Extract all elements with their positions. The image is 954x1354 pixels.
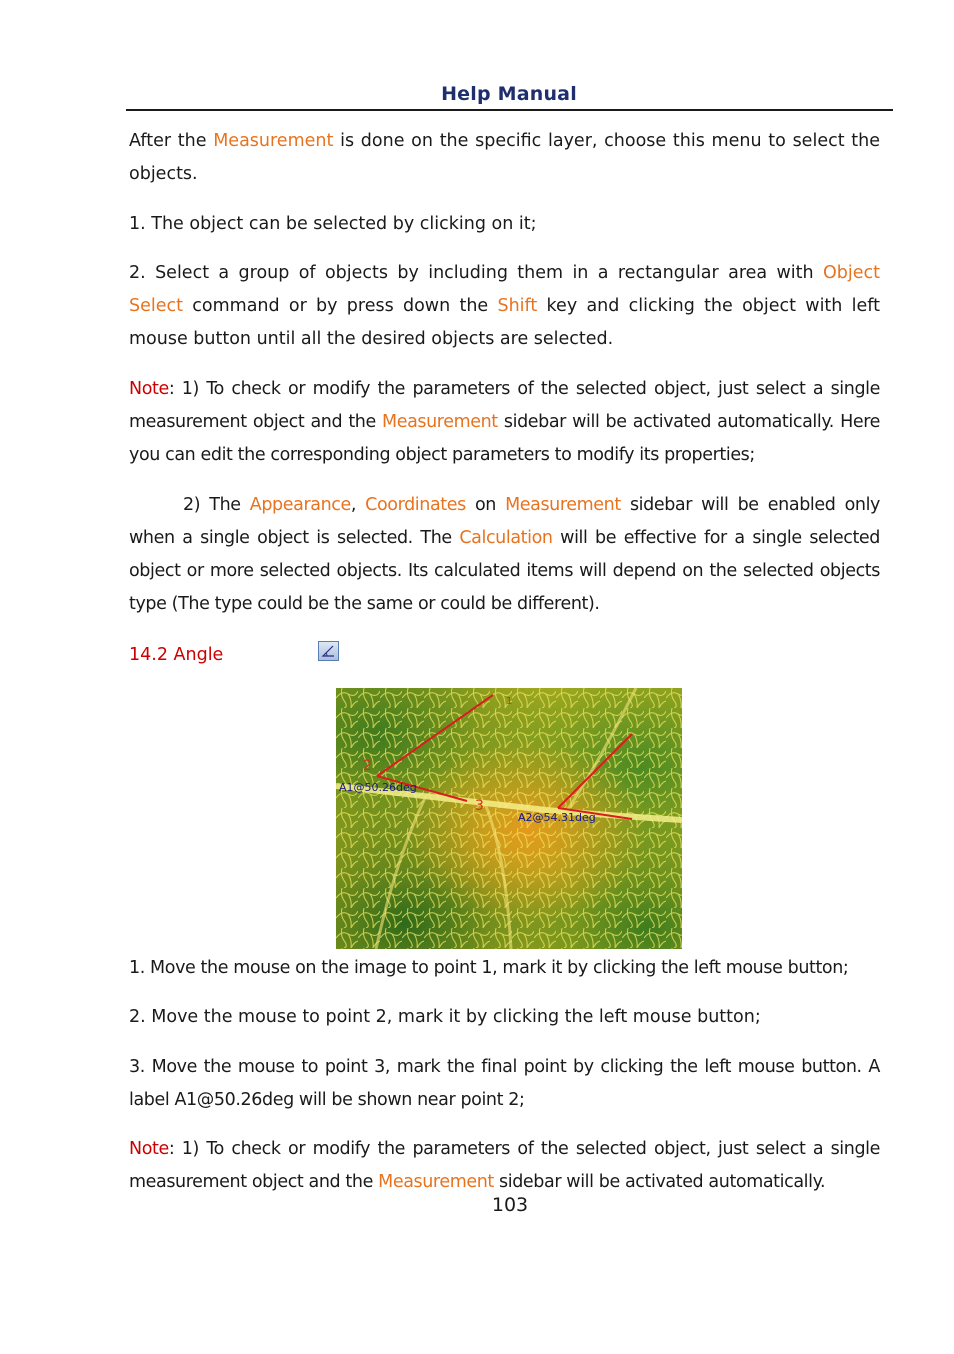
paragraph-angle-note [129, 1133, 880, 1199]
section-heading-angle: 14.2 Angle [129, 645, 224, 665]
angle-label-a1: A1@50.26deg [339, 781, 417, 794]
link-shift[interactable]: Shift [497, 296, 538, 316]
page-header-title: Help Manual [441, 83, 577, 105]
link-measurement[interactable]: Measurement [505, 495, 621, 515]
paragraph-step-2 [129, 257, 880, 356]
text: 2. Select a group of objects by including them in a rectangular area with [129, 263, 823, 283]
text: key and clicking the object with left mouse button until all the desired objects are selected. [129, 296, 881, 349]
leaf-angle-measurement-figure [336, 688, 682, 949]
link-object-select[interactable]: Object Select [129, 263, 880, 316]
text: 2. Move the mouse to point 2, mark it by clicking the left mouse button; [129, 1007, 761, 1027]
text: will be effective for a single selected object or more selected objects. Its calculated items will depend on the selected objects type (The type could be the same or could be different). [129, 528, 880, 614]
paragraph-angle-step-1 [129, 952, 880, 985]
text: : 1) To check or modify the parameters of the selected object, just select a single measurement object and the [129, 1139, 880, 1192]
text: 2) The [183, 495, 250, 515]
text: sidebar will be activated automatically. [493, 1172, 826, 1192]
point-2-label: 2 [363, 758, 372, 774]
text: 1. The object can be selected by clicking on it; [129, 214, 537, 234]
paragraph-angle-step-2 [129, 1001, 880, 1034]
text: command or by press down the [183, 296, 498, 316]
point-3-label: 3 [475, 798, 484, 814]
link-coordinates[interactable]: Coordinates [365, 495, 466, 515]
text: sidebar will be enabled only when a single object is selected. The [129, 495, 880, 548]
header-divider [126, 109, 893, 111]
paragraph-note-1 [129, 373, 880, 472]
text: After the [129, 131, 214, 151]
text: 3. Move the mouse to point 3, mark the final point by clicking the left mouse button. A label A1@50.26deg will be shown near point 2; [129, 1057, 880, 1110]
text: , [350, 495, 366, 515]
text: 1. Move the mouse on the image to point 1, mark it by clicking the left mouse button; [129, 958, 849, 978]
link-measurement[interactable]: Measurement [382, 412, 498, 432]
paragraph-intro [129, 125, 880, 191]
page-number: 103 [491, 1194, 529, 1216]
point-1-label: 1 [506, 696, 513, 707]
paragraph-step-1 [129, 208, 880, 241]
angle-tool-icon[interactable] [318, 641, 339, 661]
text: is done on the specific layer, choose this menu to select the objects. [129, 131, 881, 184]
paragraph-note-2 [129, 489, 880, 621]
text: on [465, 495, 506, 515]
link-measurement[interactable]: Measurement [213, 131, 334, 151]
link-calculation[interactable]: Calculation [459, 528, 553, 548]
text: sidebar will be activated automatically. Here you can edit the corresponding object parameters to modify its properties; [129, 412, 880, 465]
text: : 1) To check or modify the parameters of the selected object, just select a single measurement object and the [129, 379, 880, 432]
link-measurement[interactable]: Measurement [378, 1172, 494, 1192]
paragraph-angle-step-3 [129, 1051, 880, 1117]
link-appearance[interactable]: Appearance [249, 495, 351, 515]
angle-label-a2: A2@54.31deg [518, 811, 596, 824]
note-label: Note [129, 379, 169, 399]
note-label: Note [129, 1139, 169, 1159]
